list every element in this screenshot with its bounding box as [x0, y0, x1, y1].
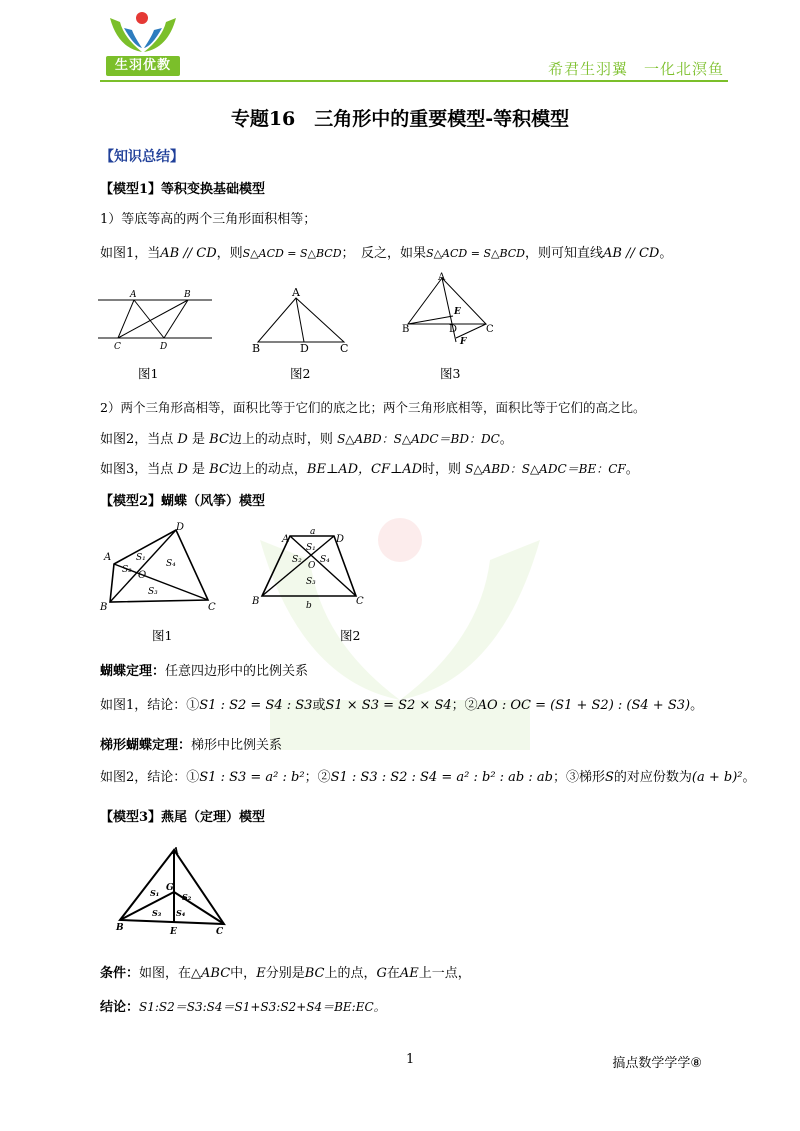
svg-text:D: D	[300, 342, 309, 355]
svg-text:A: A	[104, 552, 112, 563]
fig1-caption: 图1	[138, 366, 159, 381]
svg-text:S₁: S₁	[306, 543, 316, 553]
figure-1-parallel-lines	[96, 286, 216, 352]
svg-text:S₃: S₃	[152, 908, 162, 918]
svg-text:B: B	[116, 923, 124, 933]
svg-text:C: C	[486, 324, 494, 335]
model2-heading: 【模型2】蝴蝶（风筝）模型	[100, 494, 266, 509]
svg-text:A: A	[172, 847, 179, 857]
svg-text:S₄: S₄	[176, 908, 186, 918]
svg-text:S₁: S₁	[150, 888, 160, 898]
model3-heading: 【模型3】燕尾（定理）模型	[100, 810, 266, 825]
figure-swallowtail-triangle	[108, 840, 234, 936]
svg-text:a: a	[310, 527, 316, 537]
footer-text: 搞点数学学学⑧	[612, 1056, 702, 1071]
butterfly-fig2-caption: 图2	[340, 628, 361, 643]
model1-p4: 如图2，当点 D 是 BC边上的动点时，则 S△ABD：S△ADC＝BD：DC。	[100, 432, 513, 447]
svg-text:A: A	[130, 290, 137, 300]
svg-text:A: A	[438, 272, 446, 283]
section-heading: 【知识总结】	[100, 149, 184, 165]
butterfly-theorem: 蝴蝶定理：任意四边形中的比例关系	[100, 664, 309, 679]
page-number: 1	[406, 1052, 415, 1067]
ab-parallel-cd-2: AB // CD	[602, 246, 660, 261]
svg-text:E: E	[454, 307, 461, 317]
figure-butterfly-trapezoid	[248, 522, 368, 612]
figure-butterfly-quadrilateral	[96, 520, 226, 612]
svg-text:D: D	[336, 534, 345, 545]
ratio-be-cf: S△ABD：S△ADC＝BE：CF	[465, 462, 626, 476]
swallowtail-condition: 条件：如图，在△ABC中，E分别是BC上的点，G在AE上一点，	[100, 966, 471, 981]
trapezoid-butterfly-theorem: 梯形蝴蝶定理：梯形中比例关系	[100, 738, 283, 753]
logo-text: 生羽优教	[106, 56, 180, 76]
svg-text:S₄: S₄	[320, 555, 330, 565]
fig3-caption: 图3	[440, 366, 461, 381]
svg-text:b: b	[306, 601, 312, 611]
figure-2-triangle	[248, 286, 358, 356]
model1-p5: 如图3，当点 D 是 BC边上的动点，BE⊥AD，CF⊥AD时，则 S△ABD：S△ADC＝BE：CF。	[100, 462, 639, 477]
svg-text:S₃: S₃	[148, 587, 158, 597]
svg-text:S₄: S₄	[166, 559, 176, 569]
butterfly-conclusion-2: 如图2，结论：①S1 : S3 = a² : b²；②S1 : S3 : S2 : S4 = a² : b² : ab : ab；③梯形S的对应份数为(a + b)²。	[100, 770, 756, 785]
svg-text:A: A	[282, 534, 290, 545]
logo-icon	[104, 8, 182, 58]
svg-text:S₂: S₂	[292, 555, 302, 565]
model1-p1: 1）等底等高的两个三角形面积相等；	[100, 212, 317, 227]
area-equality-2: S△ACD = S△BCD	[426, 247, 525, 260]
svg-text:D: D	[176, 522, 185, 533]
svg-text:C: C	[114, 342, 121, 352]
figure-3-triangle	[398, 272, 498, 354]
model1-heading: 【模型1】等积变换基础模型	[100, 182, 266, 197]
svg-text:D: D	[160, 342, 168, 352]
area-equality: S△ACD = S△BCD	[242, 247, 342, 260]
svg-text:O: O	[308, 561, 316, 571]
svg-text:B: B	[252, 342, 261, 355]
svg-text:B: B	[100, 602, 108, 612]
svg-text:E: E	[170, 927, 177, 936]
svg-text:A: A	[292, 286, 300, 299]
model1-p3: 2）两个三角形高相等，面积比等于它们的底之比；两个三角形底相等，面积比等于它们的高之比。	[100, 400, 646, 415]
header-divider	[100, 80, 728, 82]
svg-text:S₂: S₂	[122, 565, 132, 575]
perpendicular-condition: BE⊥AD，CF⊥AD	[306, 462, 423, 477]
butterfly-fig1-caption: 图1	[152, 628, 173, 643]
svg-text:S₁: S₁	[136, 553, 146, 563]
svg-text:B: B	[252, 596, 260, 607]
svg-text:D: D	[449, 324, 458, 335]
swallowtail-conclusion: 结论：S1:S2＝S3:S4＝S1+S3:S2+S4＝BE:EC。	[100, 1000, 386, 1015]
model1-p2: 如图1，当AB // CD，则S△ACD = S△BCD； 反之，如果S△ACD = S△BCD，则可知直线AB // CD。	[100, 246, 673, 261]
svg-text:B: B	[402, 324, 410, 335]
ratio-abd-adc: S△ABD：S△ADC＝BD：DC	[337, 432, 500, 446]
svg-text:C: C	[340, 342, 349, 355]
svg-text:G: G	[166, 883, 174, 893]
header-slogan: 希君生羽翼 一化北溟鱼	[547, 60, 724, 78]
svg-text:O: O	[138, 570, 147, 581]
svg-text:C: C	[356, 596, 364, 607]
svg-text:C: C	[208, 602, 216, 612]
page-title: 专题16 三角形中的重要模型-等积模型	[230, 108, 570, 130]
svg-text:B: B	[184, 290, 191, 300]
svg-text:S₂: S₂	[182, 892, 192, 902]
svg-text:C: C	[216, 927, 224, 936]
butterfly-conclusion-1: 如图1，结论：①S1 : S2 = S4 : S3或S1 × S3 = S2 × S4；②AO : OC = (S1 + S2) : (S4 + S3)。	[100, 698, 704, 713]
svg-text:S₃: S₃	[306, 577, 316, 587]
ab-parallel-cd: AB // CD	[160, 246, 217, 261]
fig2-caption: 图2	[290, 366, 311, 381]
svg-text:F: F	[460, 337, 467, 347]
